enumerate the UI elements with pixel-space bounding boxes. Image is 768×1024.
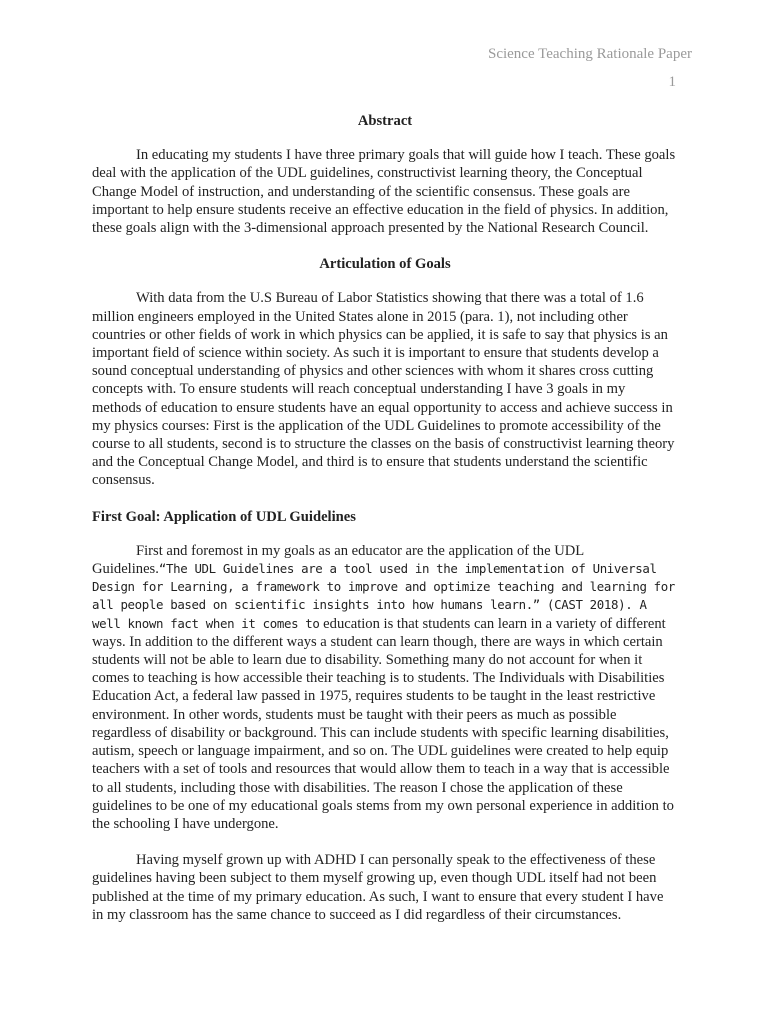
paragraph-lead: First and foremost in my goals as an educator are the application of the UDL Guidelines. [92, 542, 584, 578]
first-goal-paragraph-1 [92, 542, 678, 833]
running-head: Science Teaching Rationale Paper [487, 46, 692, 62]
paragraph-continuation: education is that students can learn in a variety of different ways. In addition to the different ways a student can learn though, there are ways in which certain students will not be able to learn due to disability. Something many do not account for when it comes to teaching is how accessible their teaching is to students. The Individuals with Disabilities Education Act, a federal law passed in 1975, requires students to be taught in the least restrictive environment. In other words, students must be taught with their peers as much as possible regardless of disability or background. This can include students with specific learning disabilities, autism, speech or language impairment, and so on. The UDL guidelines were created to help equip teachers with a set of tools and resources that would allow them to teach in a way that is accessible to all students, including those with disabilities. The reason I chose the application of these guidelines to be one of my educational goals stems from my own personal experience in addition to the schooling I have undergone. [92, 615, 674, 832]
first-goal-heading: First Goal: Application of UDL Guidelines [92, 508, 356, 525]
udl-quote: “The UDL Guidelines are a tool used in the implementation of Universal Design for Learning, a framework to improve and optimize teaching and learning for all people based on scientific insights into how humans learn.” (CAST 2018). A well known fact when it comes to [92, 561, 676, 631]
page-number: 1 [668, 74, 676, 90]
abstract-paragraph: In educating my students I have three primary goals that will guide how I teach. These goals deal with the application of the UDL guidelines, constructivist learning theory, the Conceptual Change Model of instruction, and understanding of the scientific consensus. These goals are important to help ensure students receive an effective education in the field of physics. In addition, these goals align with the 3-dimensional approach presented by the National Research Council. [92, 147, 676, 237]
articulation-paragraph: With data from the U.S Bureau of Labor Statistics showing that there was a total of 1.6 million engineers employed in the United States alone in 2015 (para. 1), not including other countries or other fields of work in which physics can be applied, it is safe to say that physics is an important field of science within society. As such it is important to ensure that students develop a sound conceptual understanding of physics and other sciences with whom it shares cross cutting concepts with. To ensure students will reach conceptual understanding I have 3 goals in my methods of education to ensure students have an equal opportunity to access and achieve success in my physics courses: First is the application of the UDL Guidelines to promote accessibility of the course to all students, second is to structure the classes on the basis of constructivist learning theory and the Conceptual Change Model, and third is to ensure that students understand the scientific consensus. [92, 290, 675, 489]
abstract-heading: Abstract [357, 113, 413, 129]
first-goal-paragraph-2: Having myself grown up with ADHD I can personally speak to the effectiveness of these guidelines having been subject to them myself growing up, even though UDL itself had not been published at the time of my primary education. As such, I want to ensure that every student I have in my classroom has the same chance to succeed as I did regardless of their circumstances. [92, 852, 664, 923]
articulation-heading: Articulation of Goals [319, 256, 451, 273]
document-body [92, 112, 678, 924]
